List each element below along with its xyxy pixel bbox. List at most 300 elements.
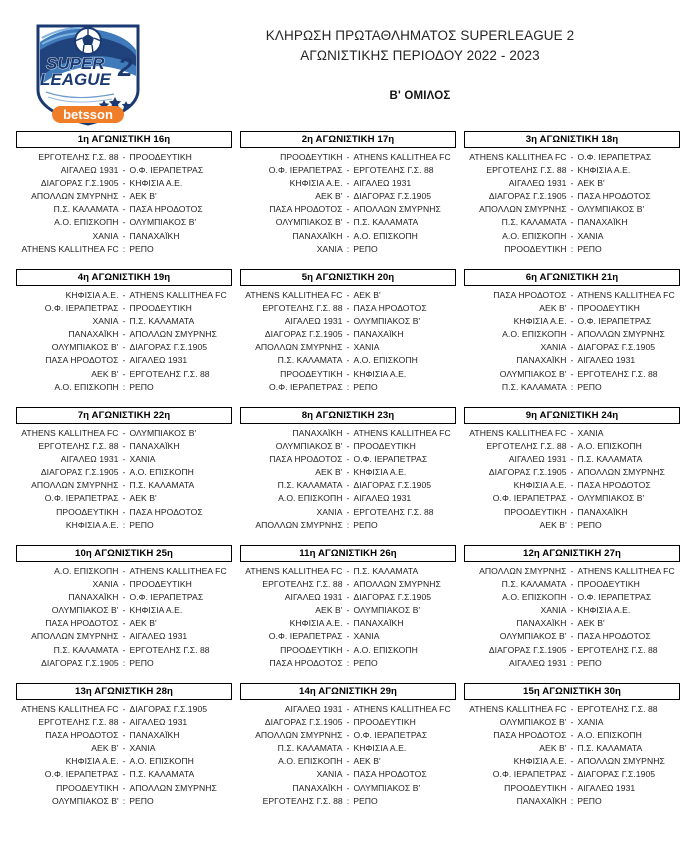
fixture-row (16, 604, 232, 617)
away-team: ΚΗΦΙΣΙΑ Α.Ε. (353, 743, 407, 754)
fixture-row (16, 440, 232, 453)
fixture-list (16, 427, 232, 532)
matchday-block (240, 404, 456, 542)
fixture-row (16, 519, 232, 532)
home-team: ΟΛΥΜΠΙΑΚΟΣ Β' (51, 342, 119, 353)
home-team: ΧΑΝΙΑ (92, 579, 119, 590)
home-team: ΕΡΓΟΤΕΛΗΣ Γ.Σ. 88 (486, 165, 567, 176)
away-team: ΚΗΦΙΣΙΑ Α.Ε. (129, 178, 183, 189)
away-team: ΡΕΠΟ (129, 519, 154, 530)
fixture-list (16, 703, 232, 808)
fixture-separator: : (570, 519, 574, 530)
home-team: ΑΙΓΑΛΕΩ 1931 (284, 704, 343, 714)
away-team: ΚΗΦΙΣΙΑ Α.Ε. (353, 467, 407, 478)
away-team: ΠΑΣΑ ΗΡΟΔΟΤΟΣ (129, 506, 203, 517)
home-team: ATHENS KALLITHEA FC (21, 704, 119, 714)
away-team: ΡΕΠΟ (353, 519, 378, 530)
matchday-block (240, 266, 456, 404)
away-team: Π.Σ. ΚΑΛΑΜΑΤΑ (353, 217, 419, 228)
fixture-separator: - (346, 178, 350, 189)
away-team: ΔΙΑΓΟΡΑΣ Γ.Σ.1905 (577, 769, 656, 780)
fixture-separator: - (122, 454, 126, 465)
home-team: ΔΙΑΓΟΡΑΣ Γ.Σ.1905 (264, 329, 343, 340)
fixture-separator: - (122, 316, 126, 327)
logo-text-super: SUPER (46, 54, 105, 73)
fixture-row (464, 492, 680, 505)
away-team: ΡΕΠΟ (353, 795, 378, 806)
home-team: ΑΠΟΛΛΩΝ ΣΜΥΡΝΗΣ (255, 342, 343, 353)
fixture-separator: - (122, 191, 126, 202)
fixture-separator: - (346, 303, 350, 314)
fixture-separator: : (122, 243, 126, 254)
fixture-row (464, 591, 680, 604)
fixture-separator: - (346, 782, 350, 793)
fixture-row (464, 315, 680, 328)
fixture-row (16, 755, 232, 768)
fixture-row (240, 742, 456, 755)
fixture-row (16, 381, 232, 394)
fixture-list (240, 289, 456, 394)
away-team: ΑΠΟΛΛΩΝ ΣΜΥΡΝΗΣ (577, 467, 665, 478)
fixture-separator: - (122, 618, 126, 629)
fixture-row (16, 768, 232, 781)
page-title (150, 26, 690, 66)
home-team: ΔΙΑΓΟΡΑΣ Γ.Σ.1905 (488, 467, 567, 478)
away-team: ΕΡΓΟΤΕΛΗΣ Γ.Σ. 88 (577, 368, 658, 379)
home-team: ΑΙΓΑΛΕΩ 1931 (60, 454, 119, 465)
fixture-row (464, 795, 680, 808)
matchday-block (240, 128, 456, 266)
fixture-separator: : (122, 381, 126, 392)
home-team: ΧΑΝΙΑ (316, 243, 343, 254)
fixture-separator: - (122, 152, 126, 162)
home-team: ATHENS KALLITHEA FC (469, 428, 567, 438)
fixture-row (16, 315, 232, 328)
away-team: ΠΑΝΑΧΑΪΚΗ (577, 506, 628, 517)
home-team: Α.Ο. ΕΠΙΣΚΟΠΗ (502, 230, 567, 241)
fixture-row (464, 164, 680, 177)
home-team: ΠΑΣΑ ΗΡΟΔΟΤΟΣ (493, 730, 567, 741)
fixture-row (16, 729, 232, 742)
fixture-list (464, 565, 680, 670)
away-team: ΑΙΓΑΛΕΩ 1931 (129, 355, 188, 366)
fixture-separator: - (570, 204, 574, 215)
fixture-separator: - (122, 743, 126, 754)
away-team: ΡΕΠΟ (129, 243, 154, 254)
home-team: ΑΠΟΛΛΩΝ ΣΜΥΡΝΗΣ (31, 480, 119, 491)
title-line-1: ΚΛΗΡΩΣΗ ΠΡΩΤΑΘΛΗΜΑΤΟΣ SUPERLEAGUE 2 (265, 28, 575, 43)
matchday-title: 15η ΑΓΩΝΙΣΤΙΚΗ 30η (464, 683, 680, 700)
fixture-row (464, 519, 680, 532)
home-team: ΑΠΟΛΛΩΝ ΣΜΥΡΝΗΣ (31, 631, 119, 642)
home-team: Ο.Φ. ΙΕΡΑΠΕΤΡΑΣ (492, 769, 567, 780)
away-team: ΧΑΝΙΑ (129, 743, 156, 754)
fixture-row (16, 216, 232, 229)
away-team: ΑΕΚ Β' (577, 178, 605, 189)
home-team: ΠΑΝΑΧΑΪΚΗ (292, 782, 343, 793)
home-team: ΚΗΦΙΣΙΑ Α.Ε. (289, 618, 343, 629)
fixture-separator: - (122, 355, 126, 366)
home-team: ATHENS KALLITHEA FC (245, 290, 343, 300)
fixture-row (464, 328, 680, 341)
fixture-separator: - (570, 592, 574, 603)
away-team: ΟΛΥΜΠΙΑΚΟΣ Β' (353, 782, 421, 793)
home-team: ΠΡΟΟΔΕΥΤΙΚΗ (504, 506, 567, 517)
fixture-row (464, 657, 680, 670)
home-team: ΠΑΝΑΧΑΪΚΗ (292, 428, 343, 438)
away-team: ΑΕΚ Β' (129, 493, 157, 504)
fixture-row (16, 742, 232, 755)
fixture-separator: - (122, 769, 126, 780)
away-team: ΑΙΓΑΛΕΩ 1931 (129, 717, 188, 728)
home-team: ΧΑΝΙΑ (540, 605, 567, 616)
home-team: Α.Ο. ΕΠΙΣΚΟΠΗ (54, 381, 119, 392)
matchday-title: 13η ΑΓΩΝΙΣΤΙΚΗ 28η (16, 683, 232, 700)
fixture-separator: - (570, 467, 574, 478)
home-team: ΠΑΣΑ ΗΡΟΔΟΤΟΣ (269, 204, 343, 215)
fixture-separator: : (346, 795, 350, 806)
away-team: Π.Σ. ΚΑΛΑΜΑΤΑ (577, 454, 643, 465)
matchday-title: 3η ΑΓΩΝΙΣΤΙΚΗ 18η (464, 131, 680, 148)
fixture-separator: - (122, 605, 126, 616)
fixture-row (464, 440, 680, 453)
away-team: ΔΙΑΓΟΡΑΣ Γ.Σ.1905 (129, 342, 208, 353)
fixture-row (240, 230, 456, 243)
fixture-separator: - (570, 579, 574, 590)
fixture-separator: - (346, 566, 350, 576)
fixture-separator: - (570, 230, 574, 241)
away-team: ΚΗΦΙΣΙΑ Α.Ε. (577, 165, 631, 176)
away-team: ΕΡΓΟΤΕΛΗΣ Γ.Σ. 88 (129, 644, 210, 655)
group-title: Β' ΟΜΙΛΟΣ (389, 90, 451, 102)
fixture-separator: - (570, 454, 574, 465)
home-team: ΧΑΝΙΑ (540, 342, 567, 353)
fixture-separator: - (122, 644, 126, 655)
away-team: ATHENS KALLITHEA FC (129, 566, 227, 576)
home-team: ΑΕΚ Β' (539, 519, 567, 530)
fixture-list (240, 151, 456, 256)
matchday-title: 9η ΑΓΩΝΙΣΤΙΚΗ 24η (464, 407, 680, 424)
home-team: ΑΕΚ Β' (539, 743, 567, 754)
away-team: ΚΗΦΙΣΙΑ Α.Ε. (353, 368, 407, 379)
fixture-separator: - (122, 165, 126, 176)
fixture-row (464, 427, 680, 440)
fixture-separator: - (570, 329, 574, 340)
fixture-row (240, 381, 456, 394)
home-team: ΚΗΦΙΣΙΑ Α.Ε. (289, 178, 343, 189)
matchday-title: 8η ΑΓΩΝΙΣΤΙΚΗ 23η (240, 407, 456, 424)
home-team: Π.Σ. ΚΑΛΑΜΑΤΑ (501, 217, 567, 228)
away-team: ΟΛΥΜΠΙΑΚΟΣ Β' (577, 493, 645, 504)
fixture-row (464, 466, 680, 479)
away-team: Ο.Φ. ΙΕΡΑΠΕΤΡΑΣ (129, 592, 204, 603)
home-team: ΠΑΣΑ ΗΡΟΔΟΤΟΣ (45, 618, 119, 629)
away-team: ATHENS KALLITHEA FC (577, 290, 675, 300)
fixture-row (240, 782, 456, 795)
away-team: ΡΕΠΟ (577, 795, 602, 806)
away-team: ΟΛΥΜΠΙΑΚΟΣ Β' (353, 605, 421, 616)
fixture-row (240, 729, 456, 742)
home-team: ΟΛΥΜΠΙΑΚΟΣ Β' (52, 795, 119, 806)
fixture-separator: - (122, 467, 126, 478)
fixture-row (464, 703, 680, 716)
fixture-separator: - (570, 316, 574, 327)
fixture-row (240, 578, 456, 591)
away-team: ΠΑΣΑ ΗΡΟΔΟΤΟΣ (577, 480, 651, 491)
fixture-row (16, 591, 232, 604)
fixture-separator: - (570, 506, 574, 517)
fixture-separator: - (346, 355, 350, 366)
fixture-row (240, 565, 456, 578)
fixture-separator: - (122, 592, 126, 603)
away-team: ATHENS KALLITHEA FC (353, 152, 451, 162)
home-team: ΑΕΚ Β' (539, 303, 567, 314)
fixture-row (240, 427, 456, 440)
away-team: ΚΗΦΙΣΙΑ Α.Ε. (577, 605, 631, 616)
away-team: ΡΕΠΟ (129, 381, 154, 392)
fixture-separator: - (122, 342, 126, 353)
fixture-row (16, 151, 232, 164)
away-team: ΑΙΓΑΛΕΩ 1931 (129, 631, 188, 642)
away-team: ΡΕΠΟ (353, 657, 378, 668)
matchday-title: 10η ΑΓΩΝΙΣΤΙΚΗ 25η (16, 545, 232, 562)
fixture-row (16, 177, 232, 190)
home-team: ATHENS KALLITHEA FC (21, 243, 119, 254)
fixture-row (16, 302, 232, 315)
fixture-row (240, 354, 456, 367)
home-team: ΚΗΦΙΣΙΑ Α.Ε. (513, 756, 567, 767)
away-team: ΔΙΑΓΟΡΑΣ Γ.Σ.1905 (577, 342, 656, 353)
fixture-row (240, 479, 456, 492)
home-team: Ο.Φ. ΙΕΡΑΠΕΤΡΑΣ (269, 381, 343, 392)
fixture-list (240, 703, 456, 808)
fixture-row (240, 657, 456, 670)
fixture-row (16, 230, 232, 243)
home-team: ΑΙΓΑΛΕΩ 1931 (284, 592, 343, 603)
fixture-row (16, 341, 232, 354)
away-team: ΠΑΝΑΧΑΪΚΗ (129, 441, 180, 452)
fixture-row (464, 565, 680, 578)
home-team: ΟΛΥΜΠΙΑΚΟΣ Β' (499, 368, 567, 379)
away-team: ΡΕΠΟ (577, 381, 602, 392)
home-team: ΚΗΦΙΣΙΑ Α.Ε. (65, 519, 119, 530)
away-team: ΟΛΥΜΠΙΑΚΟΣ Β' (353, 316, 421, 327)
home-team: ΠΑΝΑΧΑΪΚΗ (292, 230, 343, 241)
away-team: ΡΕΠΟ (353, 381, 378, 392)
home-team: ΟΛΥΜΠΙΑΚΟΣ Β' (275, 217, 343, 228)
fixture-separator: - (122, 441, 126, 452)
away-team: Α.Ο. ΕΠΙΣΚΟΠΗ (129, 467, 194, 478)
away-team: ΠΑΣΑ ΗΡΟΔΟΤΟΣ (353, 303, 427, 314)
fixture-separator: - (570, 368, 574, 379)
home-team: ΑΙΓΑΛΕΩ 1931 (508, 178, 567, 189)
away-team: ΠΑΣΑ ΗΡΟΔΟΤΟΣ (577, 191, 651, 202)
fixture-row (16, 657, 232, 670)
fixture-separator: - (346, 730, 350, 741)
matchday-block (16, 680, 232, 818)
page-header (0, 0, 696, 128)
away-team: Ο.Φ. ΙΕΡΑΠΕΤΡΑΣ (353, 730, 428, 741)
fixture-separator: - (570, 428, 574, 438)
fixture-separator: : (346, 381, 350, 392)
away-team: ΑΙΓΑΛΕΩ 1931 (577, 355, 636, 366)
fixture-row (16, 328, 232, 341)
matchday-title: 12η ΑΓΩΝΙΣΤΙΚΗ 27η (464, 545, 680, 562)
fixture-row (464, 768, 680, 781)
away-team: Α.Ο. ΕΠΙΣΚΟΠΗ (353, 644, 418, 655)
fixture-row (16, 190, 232, 203)
title-line-2: ΑΓΩΝΙΣΤΙΚΗΣ ΠΕΡΙΟΔΟΥ 2022 - 2023 (300, 48, 540, 63)
fixture-row (464, 203, 680, 216)
away-team: ΧΑΝΙΑ (353, 342, 380, 353)
home-team: ΠΡΟΟΔΕΥΤΙΚΗ (280, 152, 343, 162)
fixture-list (240, 427, 456, 532)
fixture-separator: - (346, 592, 350, 603)
away-team: Α.Ο. ΕΠΙΣΚΟΠΗ (577, 730, 642, 741)
away-team: ΡΕΠΟ (129, 657, 154, 668)
fixture-row (464, 177, 680, 190)
fixture-separator: - (346, 506, 350, 517)
fixture-separator: : (122, 519, 126, 530)
fixture-row (240, 453, 456, 466)
fixture-separator: - (346, 618, 350, 629)
home-team: Ο.Φ. ΙΕΡΑΠΕΤΡΑΣ (492, 493, 567, 504)
fixture-row (240, 164, 456, 177)
home-team: ΚΗΦΙΣΙΑ Α.Ε. (513, 480, 567, 491)
fixture-row (16, 795, 232, 808)
fixture-row (240, 519, 456, 532)
away-team: ΠΡΟΟΔΕΥΤΙΚΗ (353, 441, 416, 452)
home-team: Π.Σ. ΚΑΛΑΜΑΤΑ (277, 355, 343, 366)
fixture-separator: - (122, 782, 126, 793)
away-team: Α.Ο. ΕΠΙΣΚΟΠΗ (129, 756, 194, 767)
home-team: ΕΡΓΟΤΕΛΗΣ Γ.Σ. 88 (38, 717, 119, 728)
fixture-separator: - (570, 355, 574, 366)
fixture-separator: - (570, 717, 574, 728)
fixture-separator: - (122, 428, 126, 438)
fixture-list (464, 289, 680, 394)
fixture-separator: - (570, 644, 574, 655)
matchday-block (16, 266, 232, 404)
logo-text-league: LEAGUE (40, 70, 111, 89)
matchday-block (240, 542, 456, 680)
fixture-row (16, 630, 232, 643)
fixture-separator: - (570, 152, 574, 162)
fixture-separator: - (346, 329, 350, 340)
home-team: ΔΙΑΓΟΡΑΣ Γ.Σ.1905 (264, 717, 343, 728)
away-team: Ο.Φ. ΙΕΡΑΠΕΤΡΑΣ (353, 454, 428, 465)
home-team: Π.Σ. ΚΑΛΑΜΑΤΑ (53, 204, 119, 215)
fixture-separator: - (570, 480, 574, 491)
fixture-row (240, 644, 456, 657)
home-team: ΚΗΦΙΣΙΑ Α.Ε. (65, 756, 119, 767)
fixture-separator: - (346, 191, 350, 202)
home-team: ΠΑΣΑ ΗΡΟΔΟΤΟΣ (269, 657, 343, 668)
away-team: ATHENS KALLITHEA FC (129, 290, 227, 300)
away-team: Ο.Φ. ΙΕΡΑΠΕΤΡΑΣ (577, 316, 652, 327)
fixture-separator: - (122, 204, 126, 215)
fixture-separator: - (346, 165, 350, 176)
fixture-row (464, 151, 680, 164)
home-team: Α.Ο. ΕΠΙΣΚΟΠΗ (278, 756, 343, 767)
home-team: ΕΡΓΟΤΕΛΗΣ Γ.Σ. 88 (262, 303, 343, 314)
away-team: ΑΙΓΑΛΕΩ 1931 (353, 493, 412, 504)
fixture-separator: - (570, 290, 574, 300)
away-team: ΧΑΝΙΑ (577, 717, 604, 728)
away-team: ΠΑΝΑΧΑΪΚΗ (353, 329, 404, 340)
fixture-row (240, 591, 456, 604)
home-team: ΕΡΓΟΤΕΛΗΣ Γ.Σ. 88 (486, 441, 567, 452)
fixture-row (240, 768, 456, 781)
fixture-row (240, 203, 456, 216)
fixture-row (16, 243, 232, 256)
fixture-separator: - (122, 368, 126, 379)
home-team: ΚΗΦΙΣΙΑ Α.Ε. (513, 316, 567, 327)
fixture-row (16, 492, 232, 505)
fixture-row (16, 479, 232, 492)
fixture-separator: : (346, 519, 350, 530)
fixture-row (464, 453, 680, 466)
home-team: Α.Ο. ΕΠΙΣΚΟΠΗ (502, 592, 567, 603)
away-team: ΠΑΝΑΧΑΪΚΗ (129, 230, 180, 241)
home-team: ΠΡΟΟΔΕΥΤΙΚΗ (504, 782, 567, 793)
fixture-list (16, 151, 232, 256)
fixture-separator: - (346, 230, 350, 241)
home-team: ΠΑΝΑΧΑΪΚΗ (516, 618, 567, 629)
away-team: ΠΡΟΟΔΕΥΤΙΚΗ (577, 579, 640, 590)
home-team: ATHENS KALLITHEA FC (21, 428, 119, 438)
matchday-block (464, 128, 680, 266)
fixture-separator: - (122, 631, 126, 642)
home-team: ΠΑΣΑ ΗΡΟΔΟΤΟΣ (493, 290, 567, 300)
away-team: ΟΛΥΜΠΙΑΚΟΣ Β' (129, 428, 197, 438)
away-team: Α.Ο. ΕΠΙΣΚΟΠΗ (577, 441, 642, 452)
fixture-row (240, 630, 456, 643)
matchday-title: 4η ΑΓΩΝΙΣΤΙΚΗ 19η (16, 269, 232, 286)
fixture-row (464, 604, 680, 617)
fixture-separator: - (122, 480, 126, 491)
away-team: ΡΕΠΟ (577, 657, 602, 668)
fixture-separator: - (346, 717, 350, 728)
fixture-separator: - (570, 618, 574, 629)
home-team: Π.Σ. ΚΑΛΑΜΑΤΑ (501, 579, 567, 590)
away-team: ΠΡΟΟΔΕΥΤΙΚΗ (577, 303, 640, 314)
away-team: ATHENS KALLITHEA FC (353, 704, 451, 714)
fixture-separator: : (122, 657, 126, 668)
fixture-separator: : (570, 243, 574, 254)
fixture-separator: - (346, 428, 350, 438)
fixture-separator: - (122, 566, 126, 576)
home-team: ΔΙΑΓΟΡΑΣ Γ.Σ.1905 (488, 644, 567, 655)
fixture-separator: - (346, 704, 350, 714)
home-team: Π.Σ. ΚΑΛΑΜΑΤΑ (53, 644, 119, 655)
fixture-separator: - (570, 217, 574, 228)
away-team: ΡΕΠΟ (353, 243, 378, 254)
fixture-row (240, 243, 456, 256)
fixture-row (464, 341, 680, 354)
fixture-separator: - (570, 493, 574, 504)
home-team: ΠΑΝΑΧΑΪΚΗ (68, 592, 119, 603)
fixture-row (240, 302, 456, 315)
away-team: ΕΡΓΟΤΕΛΗΣ Γ.Σ. 88 (577, 704, 658, 714)
home-team: ΠΡΟΟΔΕΥΤΙΚΗ (504, 243, 567, 254)
away-team: Ο.Φ. ΙΕΡΑΠΕΤΡΑΣ (129, 165, 204, 176)
fixture-row (240, 755, 456, 768)
away-team: ΟΛΥΜΠΙΑΚΟΣ Β' (577, 204, 645, 215)
home-team: Ο.Φ. ΙΕΡΑΠΕΤΡΑΣ (268, 631, 343, 642)
fixture-row (464, 617, 680, 630)
fixture-separator: - (122, 217, 126, 228)
